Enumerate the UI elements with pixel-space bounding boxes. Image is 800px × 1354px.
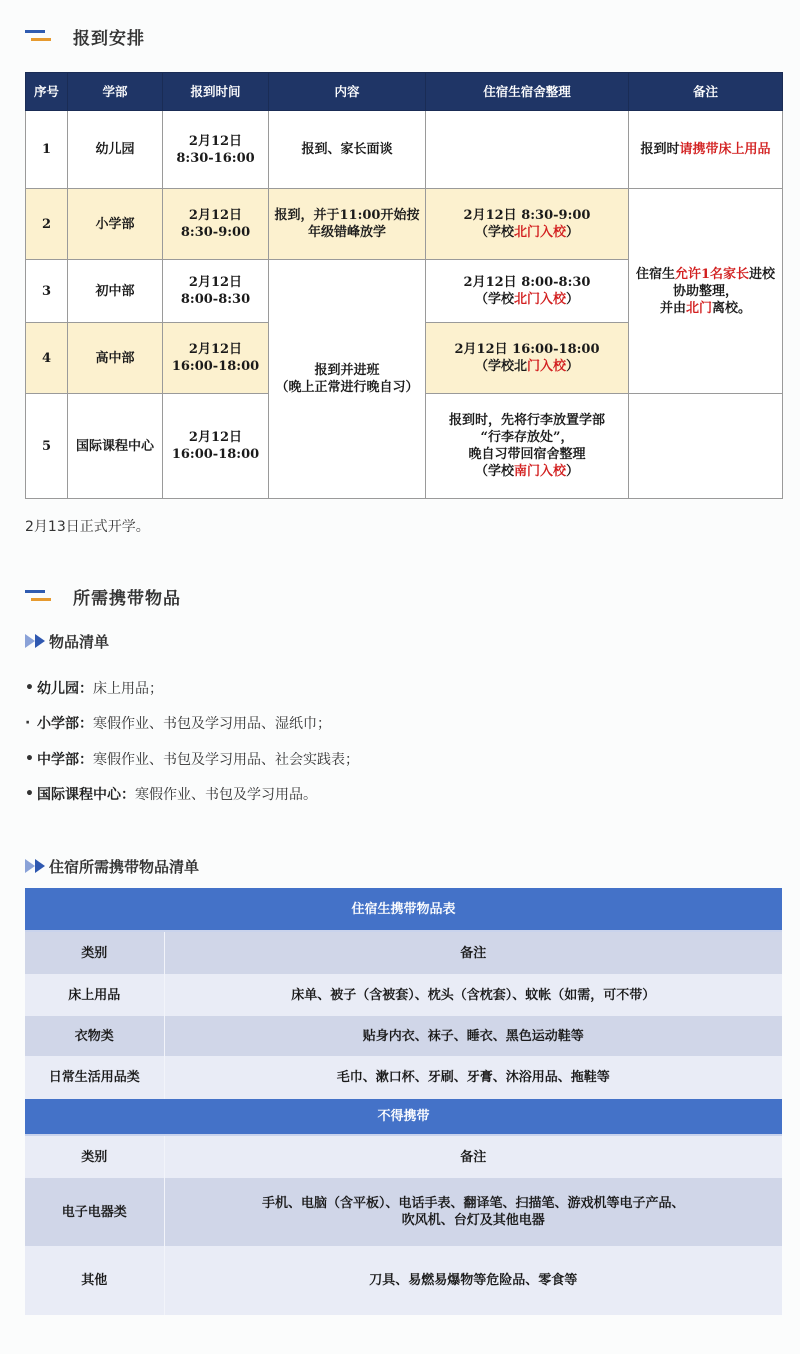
list-item: [25, 741, 359, 777]
double-arrow-icon: [25, 859, 45, 873]
dorm-line: “行李存放处”，: [480, 430, 574, 445]
cell-dorm: [426, 111, 629, 189]
subheader-title: 住宿所需携带物品清单: [49, 857, 200, 876]
table-row: [25, 1246, 782, 1315]
school-start-note: 2月13日正式开学。: [25, 519, 150, 535]
col-header: 学部: [68, 73, 163, 111]
gate-highlight: 北门入校: [513, 225, 566, 240]
item-key: 中学部：: [37, 751, 93, 768]
cell-dept: 小学部: [68, 189, 163, 260]
cell-note: 毛巾、漱口杯、牙刷、牙膏、沐浴用品、拖鞋等: [164, 1056, 782, 1099]
gate-highlight: 门入校: [526, 359, 566, 374]
col-header: 序号: [26, 73, 68, 111]
gate-highlight: 南门入校: [513, 464, 566, 479]
cell-content-merged: [269, 260, 426, 499]
cell-note-merged: [629, 189, 783, 394]
table-title: 住宿生携带物品表: [25, 888, 782, 931]
cell-note: [164, 1178, 782, 1246]
cell-category: 床上用品: [25, 974, 164, 1016]
cell-no: 3: [26, 260, 68, 323]
col-header: 住宿生宿舍整理: [426, 73, 629, 111]
note-text: 住宿生: [635, 266, 675, 282]
dorm-gate: [429, 463, 625, 480]
gate-suffix: ）: [566, 225, 580, 240]
section-header-schedule: [25, 24, 145, 48]
note-highlight: 北门: [685, 300, 712, 316]
dorm-time: 2月12日 16:00-18:00: [454, 342, 600, 357]
cell-dorm: [426, 260, 629, 323]
cell-dorm: [426, 323, 629, 394]
time-text: 16:00-18:00: [171, 447, 260, 462]
note-text: 报到时: [640, 142, 680, 157]
table-row: [26, 111, 783, 189]
cell-dept: 幼儿园: [68, 111, 163, 189]
content-line: （晚上正常进行晚自习）: [275, 380, 419, 395]
date-text: 2月12日: [188, 208, 243, 223]
forbidden-title: 不得携带: [25, 1099, 782, 1135]
note-line: 吹风机、台灯及其他电器: [401, 1213, 545, 1228]
cell-no: 2: [26, 189, 68, 260]
item-key: 国际课程中心：: [37, 787, 135, 804]
forbidden-title-row: [25, 1099, 782, 1135]
schedule-table: [25, 72, 783, 499]
dorm-gate: [429, 358, 625, 375]
cell-time: [163, 260, 269, 323]
cell-no: 1: [26, 111, 68, 189]
table-row: [25, 974, 782, 1016]
col-header: 备注: [164, 1135, 782, 1178]
bullet-icon: ·: [25, 715, 31, 732]
gate-suffix: ）: [566, 292, 580, 307]
item-key: 幼儿园：: [37, 680, 93, 697]
date-text: 2月12日: [188, 342, 243, 357]
table-row: [25, 1056, 782, 1099]
table-header-row: [26, 73, 783, 111]
dorm-time: 2月12日 8:00-8:30: [463, 275, 591, 290]
note-line: [632, 266, 779, 283]
dorm-line: 晚自习带回宿舍整理: [468, 447, 586, 462]
col-header: 类别: [25, 1135, 164, 1178]
cell-category: 衣物类: [25, 1016, 164, 1056]
section-title: 报到安排: [73, 28, 145, 49]
date-text: 2月12日: [188, 430, 243, 445]
content-line: 报到，并于11:00开始按: [274, 208, 420, 223]
table-row: [25, 1178, 782, 1246]
content-line: 报到并进班: [314, 363, 380, 378]
cell-note: [629, 394, 783, 499]
item-value: 寒假作业、书包及学习用品、社会实践表；: [93, 751, 359, 768]
note-text: 并由: [659, 300, 686, 316]
table-row: [26, 189, 783, 260]
cell-dorm: [426, 394, 629, 499]
gate-prefix: （学校: [474, 292, 514, 307]
subheader-item-list: [25, 631, 109, 651]
cell-time: [163, 111, 269, 189]
gate-prefix: （学校: [474, 225, 514, 240]
col-header: 备注: [629, 73, 783, 111]
list-item: [25, 706, 359, 742]
col-header: 报到时间: [163, 73, 269, 111]
note-text: 进校: [749, 266, 776, 282]
cell-no: 4: [26, 323, 68, 394]
col-header: 类别: [25, 931, 164, 974]
cell-category: 电子电器类: [25, 1178, 164, 1246]
cell-time: [163, 189, 269, 260]
col-header: 备注: [164, 931, 782, 974]
section-header-items: [25, 584, 181, 608]
note-line: 协助整理，: [672, 283, 738, 299]
dorm-items-table: [25, 888, 782, 1315]
time-text: 8:30-9:00: [180, 225, 251, 240]
gate-suffix: ）: [566, 359, 580, 374]
table-header-row: [25, 931, 782, 974]
cell-content: 报到、家长面谈: [269, 111, 426, 189]
cell-note: 床单、被子（含被套）、枕头（含枕套）、蚊帐（如需，可不带）: [164, 974, 782, 1016]
content-line: 年级错峰放学: [307, 225, 386, 240]
list-item: [25, 777, 359, 813]
time-text: 16:00-18:00: [171, 359, 260, 374]
cell-category: 其他: [25, 1246, 164, 1315]
dorm-line: 报到时，先将行李放置学部: [448, 413, 605, 428]
time-text: 8:00-8:30: [180, 292, 251, 307]
note-text: 离校。: [712, 300, 752, 316]
item-key: 小学部：: [37, 716, 93, 733]
note-highlight: 允许1名家长: [674, 266, 750, 282]
cell-dept: 高中部: [68, 323, 163, 394]
gate-suffix: ）: [566, 464, 580, 479]
bullet-icon: •: [25, 750, 34, 767]
gate-prefix: （学校北: [474, 359, 527, 374]
table-header-row: [25, 1135, 782, 1178]
date-text: 2月12日: [188, 133, 243, 149]
time-text: 8:30-16:00: [176, 150, 255, 166]
dorm-time: 2月12日 8:30-9:00: [463, 208, 591, 223]
bullet-icon: •: [25, 679, 34, 696]
cell-dept: 初中部: [68, 260, 163, 323]
item-bullet-list: [25, 670, 359, 812]
col-header: 内容: [269, 73, 426, 111]
dorm-gate: [429, 224, 625, 241]
section-marker-icon: [25, 589, 51, 603]
table-title-row: [25, 888, 782, 931]
cell-time: [163, 394, 269, 499]
section-marker-icon: [25, 29, 51, 43]
section-title: 所需携带物品: [73, 588, 181, 609]
item-value: 寒假作业、书包及学习用品、湿纸巾；: [93, 716, 331, 733]
note-highlight: 请携带床上用品: [679, 142, 771, 157]
cell-time: [163, 323, 269, 394]
subheader-dorm-list: [25, 856, 199, 876]
cell-dept: 国际课程中心: [68, 394, 163, 499]
dorm-gate: [429, 291, 625, 308]
note-line: 手机、电脑（含平板）、电话手表、翻译笔、扫描笔、游戏机等电子产品、: [262, 1196, 685, 1211]
gate-prefix: （学校: [474, 464, 514, 479]
cell-category: 日常生活用品类: [25, 1056, 164, 1099]
list-item: [25, 670, 359, 706]
cell-content: [269, 189, 426, 260]
bullet-icon: •: [25, 786, 34, 803]
double-arrow-icon: [25, 634, 45, 648]
cell-note: [629, 111, 783, 189]
item-value: 床上用品；: [93, 680, 163, 697]
cell-note: 刀具、易燃易爆物等危险品、零食等: [164, 1246, 782, 1315]
cell-no: 5: [26, 394, 68, 499]
subheader-title: 物品清单: [49, 632, 110, 651]
item-value: 寒假作业、书包及学习用品。: [135, 787, 317, 804]
gate-highlight: 北门入校: [513, 292, 566, 307]
date-text: 2月12日: [188, 275, 243, 290]
note-line: [632, 300, 779, 317]
table-row: [25, 1016, 782, 1056]
cell-note: 贴身内衣、袜子、睡衣、黑色运动鞋等: [164, 1016, 782, 1056]
cell-dorm: [426, 189, 629, 260]
